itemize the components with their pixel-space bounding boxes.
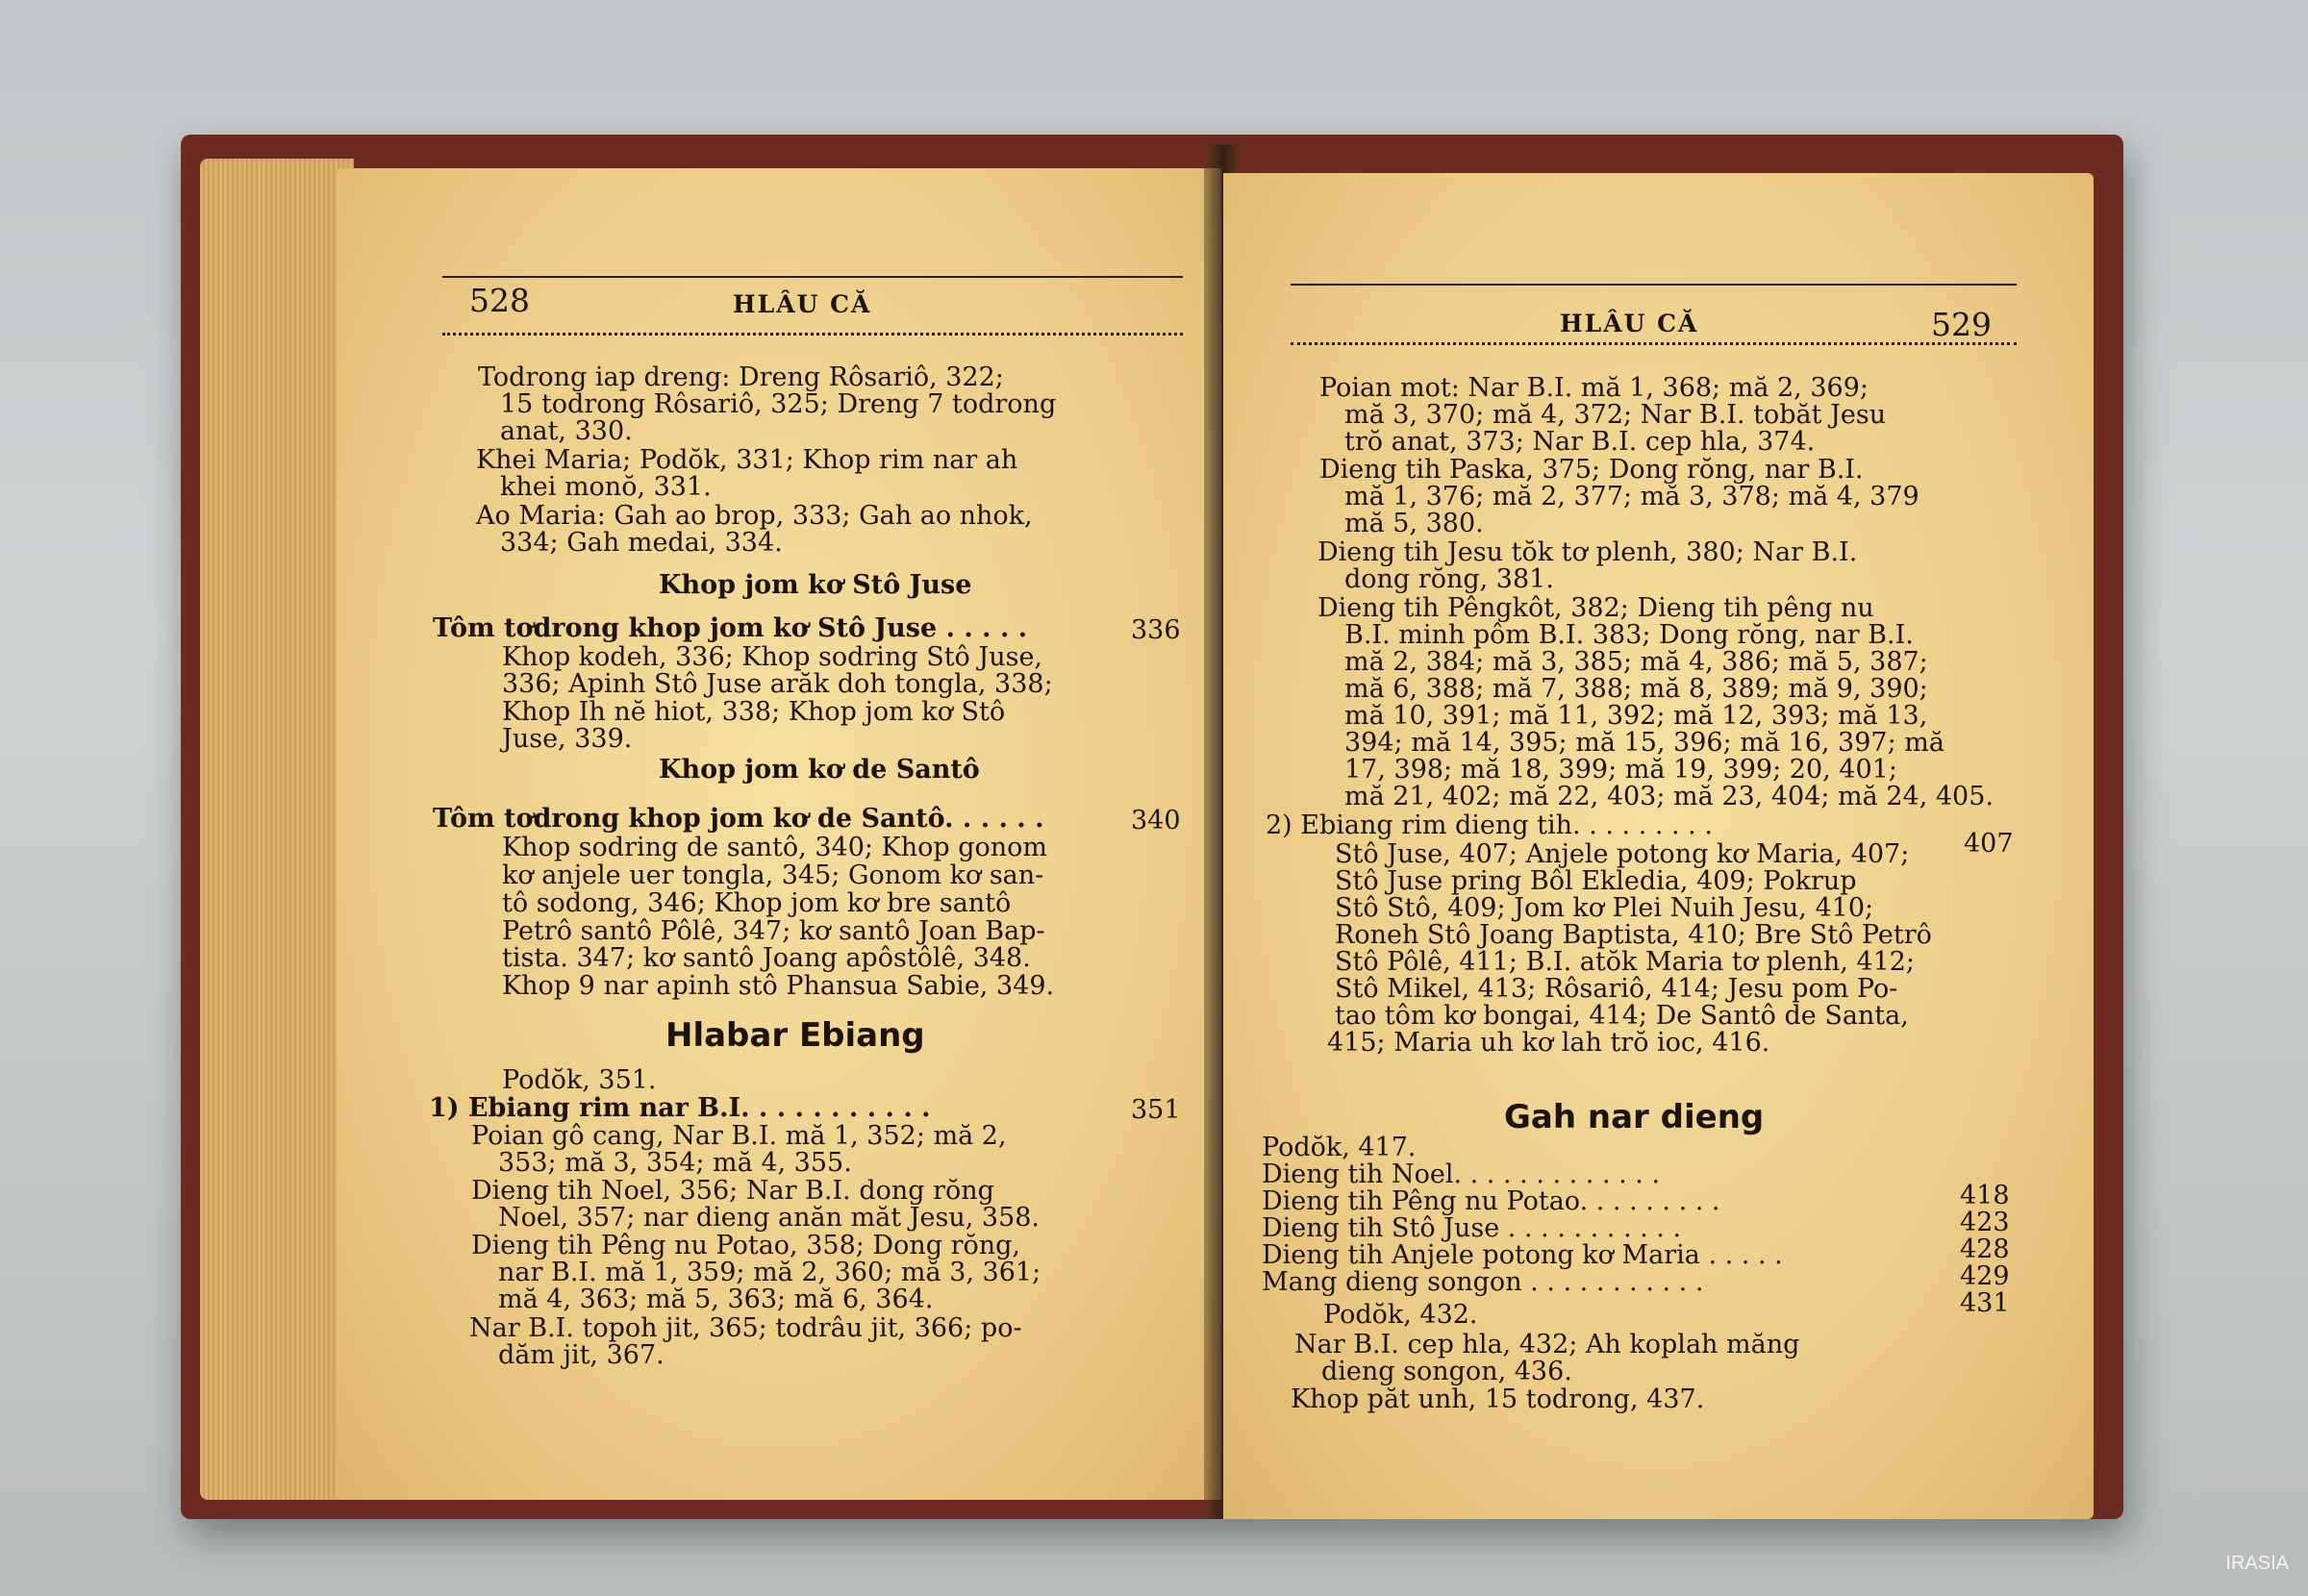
text-line: Stô Mikel, 413; Rôsariô, 414; Jesu pom Po- bbox=[1335, 974, 1898, 1004]
text-line: trŏ anat, 373; Nar B.I. cep hla, 374. bbox=[1344, 427, 1816, 457]
toc-entry: 2) Ebiang rim dieng tih. . . . . . . . . bbox=[1266, 810, 1713, 840]
toc-page-ref: 423 bbox=[1960, 1208, 2010, 1237]
text-line: Podŏk, 432. bbox=[1323, 1300, 1478, 1330]
text-line: mă 4, 363; mă 5, 363; mă 6, 364. bbox=[498, 1284, 934, 1314]
text-line: Stô Stô, 409; Jom kơ Plei Nuih Jesu, 410; bbox=[1335, 893, 1874, 923]
text-line: tista. 347; kơ santô Joang apôstôlê, 348. bbox=[502, 943, 1031, 973]
running-head: HLÂU CĂ bbox=[733, 290, 872, 318]
text-line: Roneh Stô Joang Baptista, 410; Bre Stô Petrô bbox=[1335, 920, 1932, 950]
toc-page-ref: 351 bbox=[1131, 1095, 1181, 1125]
text-line: Petrô santô Pôlê, 347; kơ santô Joan Bap- bbox=[502, 916, 1045, 946]
left-page bbox=[337, 168, 1221, 1500]
header-rule-bottom bbox=[1291, 342, 2017, 345]
text-line: mă 1, 376; mă 2, 377; mă 3, 378; mă 4, 379 bbox=[1344, 482, 1919, 511]
page-number: 528 bbox=[469, 282, 530, 319]
watermark: IRASIA bbox=[2225, 1553, 2289, 1574]
toc-page-ref: 340 bbox=[1131, 806, 1181, 835]
text-line: Dieng tih Pêngkôt, 382; Dieng tih pêng nu bbox=[1317, 593, 1874, 623]
text-line: Podŏk, 417. bbox=[1262, 1133, 1417, 1162]
text-line: Ao Maria: Gah ao brop, 333; Gah ao nhok, bbox=[476, 501, 1033, 531]
text-line: Dieng tih Paska, 375; Dong rŏng, nar B.I. bbox=[1319, 455, 1864, 485]
text-line: nar B.I. mă 1, 359; mă 2, 360; mă 3, 361; bbox=[498, 1258, 1041, 1287]
text-line: Nar B.I. cep hla, 432; Ah koplah măng bbox=[1294, 1330, 1800, 1359]
toc-page-ref: 431 bbox=[1960, 1288, 2010, 1318]
text-line: Noel, 357; nar dieng anăn măt Jesu, 358. bbox=[498, 1203, 1041, 1233]
text-line: dong rŏng, 381. bbox=[1344, 564, 1554, 594]
text-line: 336; Apinh Stô Juse arăk doh tongla, 338; bbox=[502, 669, 1053, 699]
text-line: Podŏk, 351. bbox=[502, 1065, 657, 1095]
text-line: Khop sodring de santô, 340; Khop gonom bbox=[502, 833, 1048, 862]
section-subheading: Khop jom kơ Stô Juse bbox=[659, 570, 972, 600]
text-line: Khop 9 nar apinh stô Phansua Sabie, 349. bbox=[502, 971, 1055, 1001]
page-edges bbox=[200, 159, 354, 1500]
toc-entry: Dieng tih Noel. . . . . . . . . . . . . bbox=[1262, 1160, 1661, 1189]
toc-entry: Tôm tơdrong khop jom kơ Stô Juse . . . . . bbox=[433, 613, 1028, 643]
toc-entry: Dieng tih Pêng nu Potao. . . . . . . . . bbox=[1262, 1186, 1720, 1216]
text-line: mă 6, 388; mă 7, 388; mă 8, 389; mă 9, 390; bbox=[1344, 674, 1928, 704]
section-heading: Gah nar dieng bbox=[1504, 1098, 1765, 1136]
header-rule-bottom bbox=[442, 333, 1183, 336]
text-line: 394; mă 14, 395; mă 15, 396; mă 16, 397; mă bbox=[1344, 728, 1944, 758]
toc-page-ref: 418 bbox=[1960, 1181, 2010, 1210]
text-line: 17, 398; mă 18, 399; mă 19, 399; 20, 401; bbox=[1344, 755, 1897, 785]
text-line: tô sodong, 346; Khop jom kơ bre santô bbox=[502, 888, 1012, 918]
section-subheading: Khop jom kơ de Santô bbox=[659, 755, 980, 785]
page-number: 529 bbox=[1931, 306, 1992, 343]
text-line: Nar B.I. topoh jit, 365; todrâu jit, 366; po- bbox=[469, 1313, 1022, 1343]
text-line: Dieng tih Jesu tŏk tơ plenh, 380; Nar B.I. bbox=[1317, 537, 1858, 567]
text-line: mă 5, 380. bbox=[1344, 509, 1484, 538]
text-line: mă 10, 391; mă 11, 392; mă 12, 393; mă 13, bbox=[1344, 701, 1928, 731]
toc-page-ref: 428 bbox=[1960, 1234, 2010, 1264]
text-line: anat, 330. bbox=[500, 416, 633, 446]
toc-entry: Tôm tơdrong khop jom kơ de Santô. . . . . . bbox=[433, 804, 1044, 834]
section-heading: Hlabar Ebiang bbox=[665, 1016, 925, 1055]
text-line: Dieng tih Pêng nu Potao, 358; Dong rŏng, bbox=[471, 1231, 1021, 1260]
text-line: khei monŏ, 331. bbox=[500, 472, 712, 502]
text-line: Khop păt unh, 15 todrong, 437. bbox=[1291, 1384, 1705, 1414]
text-line: mă 21, 402; mă 22, 403; mă 23, 404; mă 24, 405. bbox=[1344, 782, 1994, 811]
toc-entry: Dieng tih Stô Juse . . . . . . . . . . . bbox=[1262, 1213, 1682, 1243]
text-line: Juse, 339. bbox=[502, 724, 633, 754]
text-line: dăm jit, 367. bbox=[498, 1340, 665, 1370]
running-head: HLÂU CĂ bbox=[1560, 310, 1699, 337]
text-line: Todrong iap dreng: Dreng Rôsariô, 322; bbox=[478, 362, 1004, 392]
text-line: Khop kodeh, 336; Khop sodring Stô Juse, bbox=[502, 642, 1043, 672]
toc-page-ref: 407 bbox=[1964, 829, 2014, 859]
text-line: 415; Maria uh kơ lah trŏ ioc, 416. bbox=[1327, 1028, 1770, 1058]
header-rule-top bbox=[442, 276, 1183, 278]
text-line: 334; Gah medai, 334. bbox=[500, 528, 783, 558]
text-line: Dieng tih Noel, 356; Nar B.I. dong rŏng bbox=[471, 1176, 994, 1206]
text-line: mă 2, 384; mă 3, 385; mă 4, 386; mă 5, 387; bbox=[1344, 647, 1928, 677]
toc-entry: Mang dieng songon . . . . . . . . . . . bbox=[1262, 1267, 1704, 1297]
text-line: Poian gô cang, Nar B.I. mă 1, 352; mă 2, bbox=[471, 1121, 1007, 1151]
toc-page-ref: 336 bbox=[1131, 615, 1181, 645]
text-line: Stô Juse pring Bôl Ekledia, 409; Pokrup bbox=[1335, 866, 1857, 896]
text-line: Stô Pôlê, 411; B.I. atŏk Maria tơ plenh, 412; bbox=[1335, 947, 1916, 977]
text-line: mă 3, 370; mă 4, 372; Nar B.I. tobăt Jesu bbox=[1344, 400, 1887, 430]
text-line: Khei Maria; Podŏk, 331; Khop rim nar ah bbox=[476, 445, 1018, 475]
text-line: 15 todrong Rôsariô, 325; Dreng 7 todrong bbox=[500, 389, 1057, 419]
text-line: Khop Ih nĕ hiot, 338; Khop jom kơ Stô bbox=[502, 697, 1006, 727]
header-rule-top bbox=[1291, 284, 2017, 286]
text-line: dieng songon, 436. bbox=[1321, 1357, 1572, 1386]
text-line: Stô Juse, 407; Anjele potong kơ Maria, 407; bbox=[1335, 839, 1910, 869]
text-line: 353; mă 3, 354; mă 4, 355. bbox=[498, 1148, 852, 1178]
toc-entry: 1) Ebiang rim nar B.I. . . . . . . . . . . bbox=[429, 1093, 931, 1123]
toc-page-ref: 429 bbox=[1960, 1261, 2010, 1291]
text-line: B.I. minh pôm B.I. 383; Dong rŏng, nar B.I. bbox=[1344, 620, 1914, 650]
right-page bbox=[1223, 173, 2094, 1519]
text-line: kơ anjele uer tongla, 345; Gonom kơ san- bbox=[502, 860, 1044, 890]
text-line: tao tôm kơ bongai, 414; De Santô de Santa, bbox=[1335, 1001, 1909, 1031]
text-line: Poian mot: Nar B.I. mă 1, 368; mă 2, 369; bbox=[1319, 373, 1869, 403]
toc-entry: Dieng tih Anjele potong kơ Maria . . . . . bbox=[1262, 1240, 1783, 1270]
